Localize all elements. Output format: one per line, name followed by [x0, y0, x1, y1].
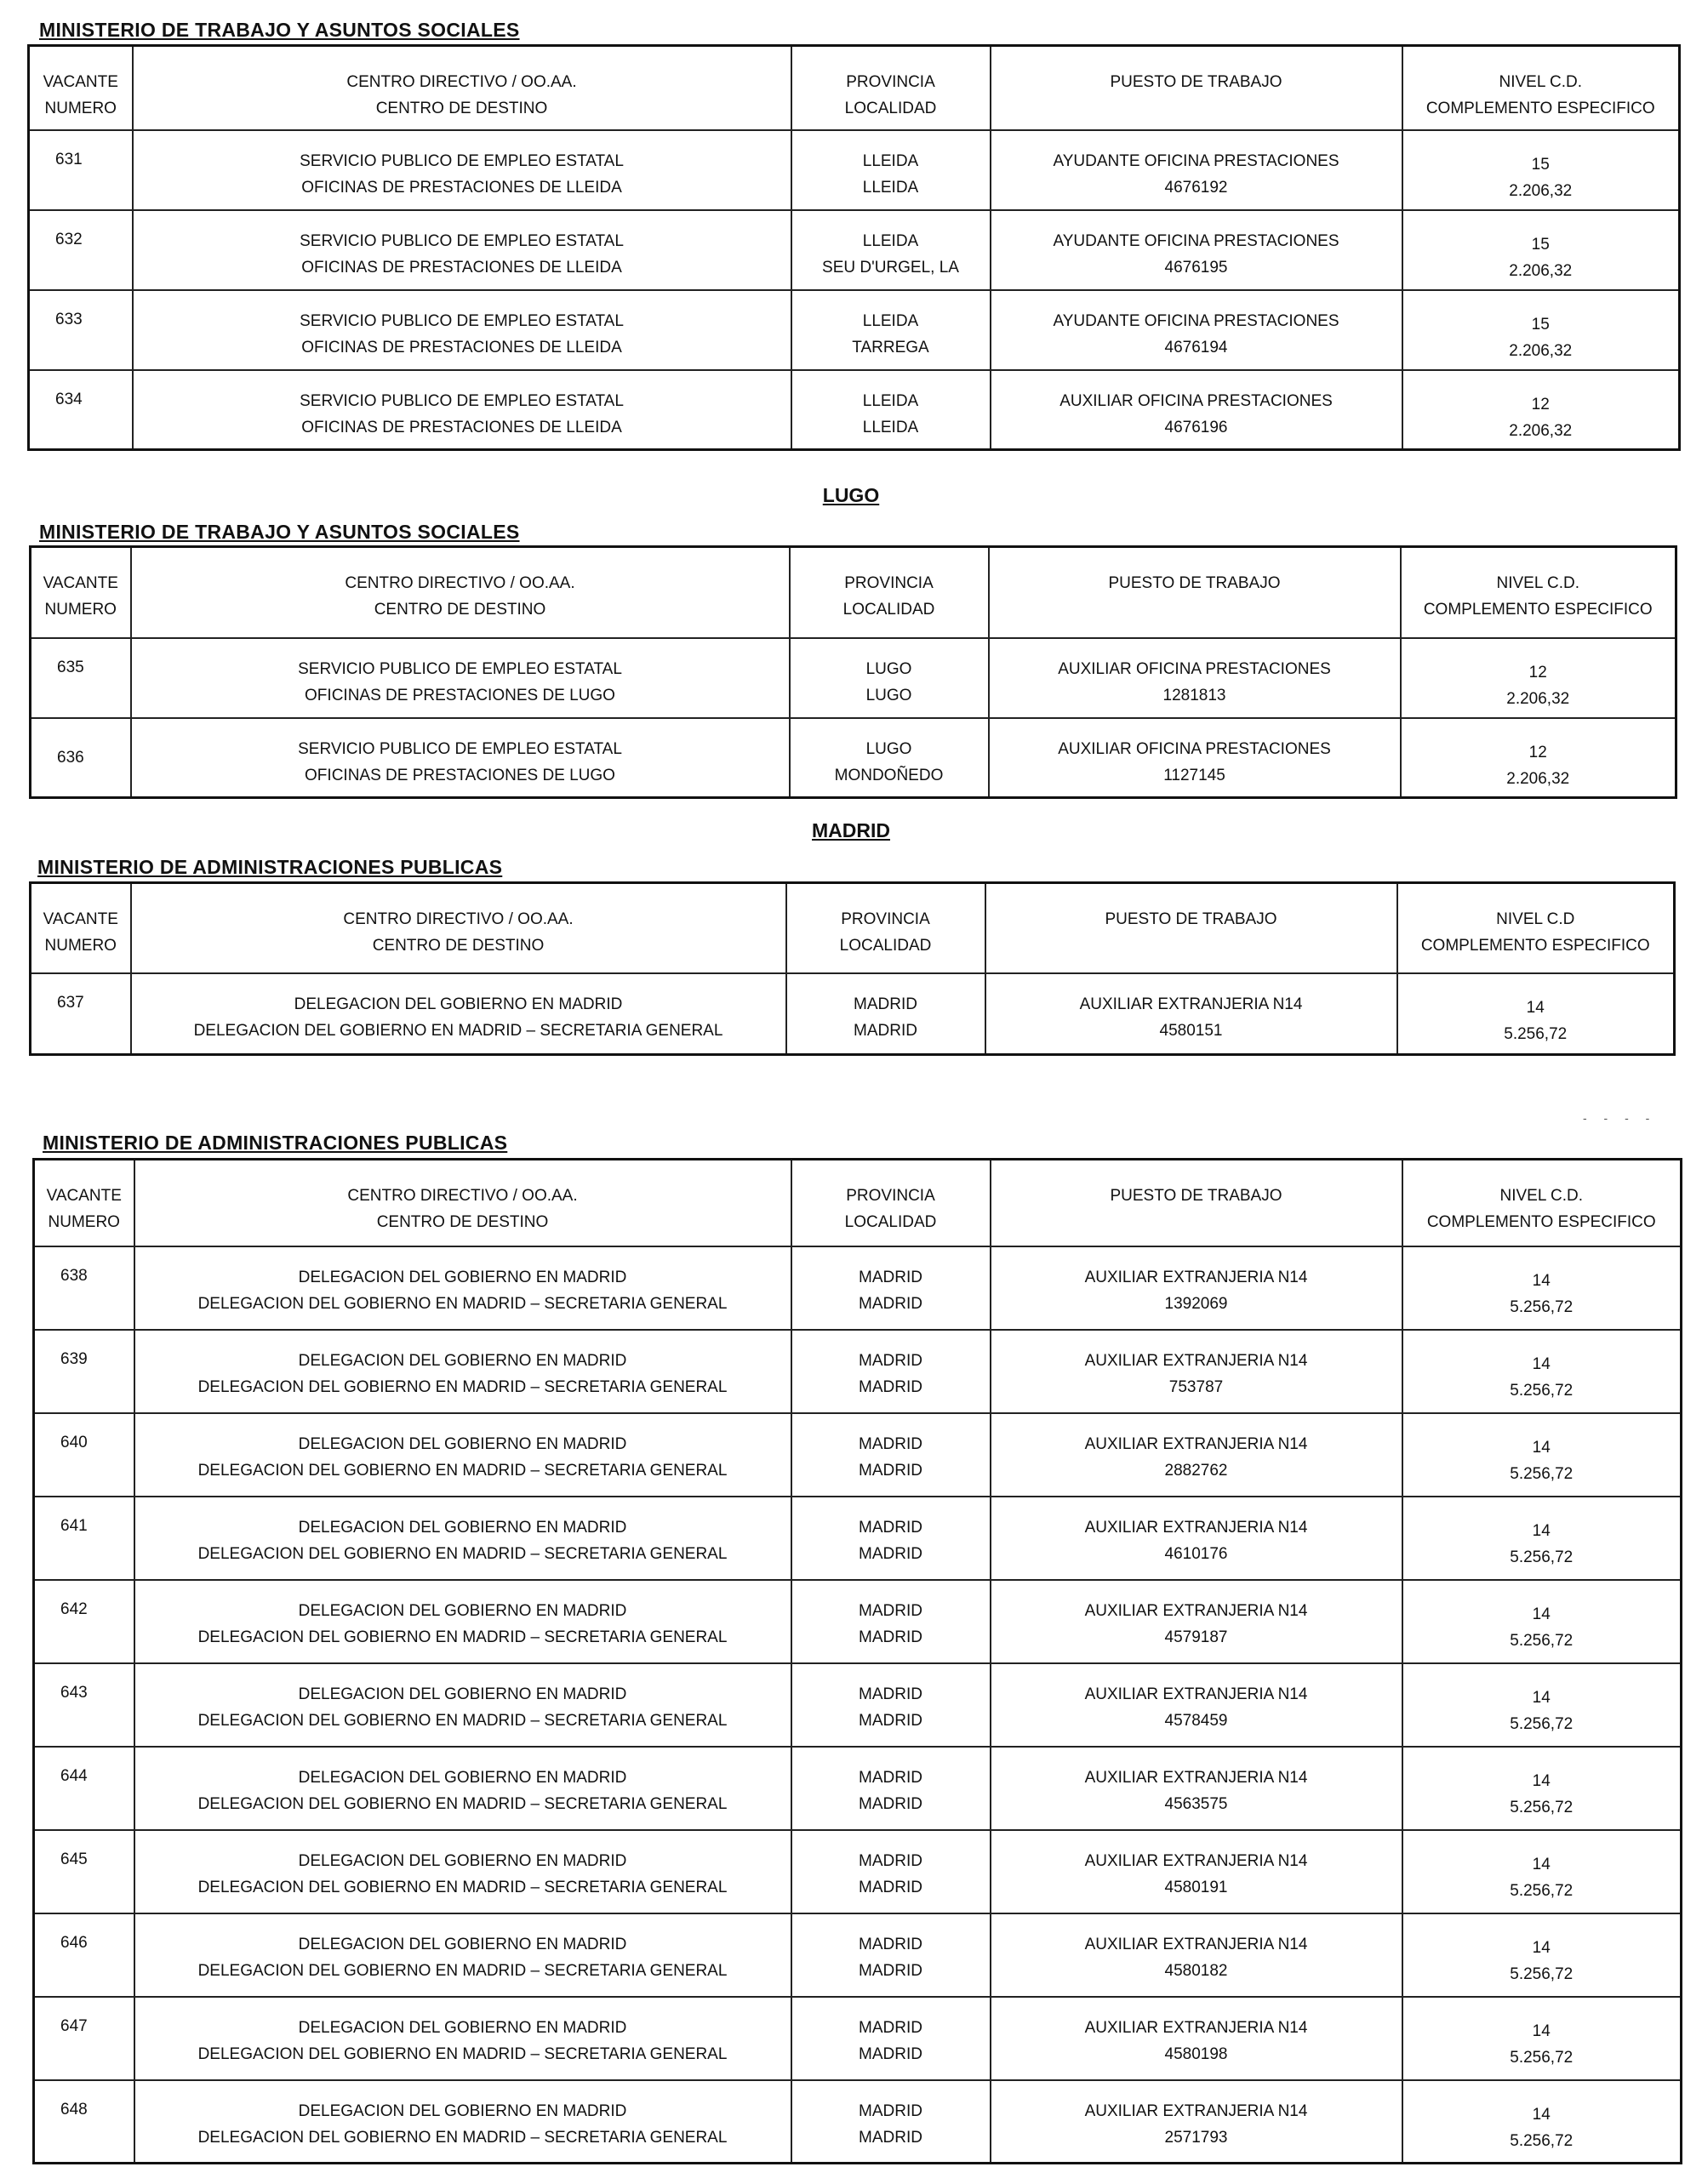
- centro-destino: DELEGACION DEL GOBIERNO EN MADRID – SECRETARIA GENERAL: [197, 1794, 728, 1813]
- table-row: [31, 638, 1676, 718]
- localidad: MADRID: [859, 2044, 922, 2063]
- table-row: [34, 1246, 1682, 1330]
- centro-directivo: SERVICIO PUBLICO DE EMPLEO ESTATAL: [300, 231, 624, 250]
- ministry-title: MINISTERIO DE ADMINISTRACIONES PUBLICAS: [43, 1132, 508, 1154]
- centro-destino: OFICINAS DE PRESTACIONES DE LLEIDA: [301, 338, 622, 356]
- complemento: 5.256,72: [1510, 2048, 1573, 2067]
- puesto: AUXILIAR EXTRANJERIA N14: [1084, 1268, 1308, 1286]
- complemento: 5.256,72: [1510, 1881, 1573, 1900]
- centro-directivo: DELEGACION DEL GOBIERNO EN MADRID: [298, 1268, 627, 1286]
- localidad: MADRID: [859, 1794, 922, 1813]
- header-centro-destino: CENTRO DE DESTINO: [372, 937, 545, 955]
- table-row: [34, 1497, 1682, 1580]
- provincia: LUGO: [865, 659, 912, 678]
- complemento: 2.206,32: [1509, 421, 1573, 440]
- vacancy-number: 643: [60, 1683, 88, 1702]
- complemento: 5.256,72: [1510, 1964, 1573, 1983]
- puesto-code: 4563575: [1164, 1794, 1228, 1813]
- header-centro-directivo: CENTRO DIRECTIVO / OO.AA.: [346, 73, 577, 91]
- header-numero: NUMERO: [44, 601, 117, 619]
- centro-destino: DELEGACION DEL GOBIERNO EN MADRID – SECRETARIA GENERAL: [197, 1711, 728, 1730]
- puesto-code: 4580198: [1164, 2044, 1228, 2063]
- provincia: MADRID: [859, 1434, 922, 1453]
- table-header-row: [29, 46, 1680, 130]
- provincia: MADRID: [859, 1601, 922, 1620]
- header-nivel: NIVEL C.D.: [1499, 1187, 1583, 1205]
- header-centro-destino: CENTRO DE DESTINO: [376, 1213, 549, 1231]
- nivel: 14: [1532, 2021, 1551, 2040]
- table-row: [34, 1663, 1682, 1747]
- nivel: 14: [1532, 1855, 1551, 1873]
- header-centro-directivo: CENTRO DIRECTIVO / OO.AA.: [347, 1187, 578, 1205]
- puesto-code: 1127145: [1163, 766, 1225, 784]
- localidad: MADRID: [859, 1544, 922, 1563]
- centro-destino: DELEGACION DEL GOBIERNO EN MADRID – SECRETARIA GENERAL: [193, 1021, 723, 1040]
- localidad: MADRID: [859, 1878, 922, 1896]
- centro-directivo: DELEGACION DEL GOBIERNO EN MADRID: [298, 1518, 627, 1537]
- table-header-row: [34, 1160, 1682, 1246]
- table-row: [31, 973, 1675, 1055]
- header-nivel: NIVEL C.D: [1496, 910, 1575, 928]
- header-localidad: LOCALIDAD: [844, 100, 937, 117]
- header-centro-destino: CENTRO DE DESTINO: [375, 100, 548, 117]
- centro-directivo: DELEGACION DEL GOBIERNO EN MADRID: [298, 1601, 627, 1620]
- vacancy-number: 641: [60, 1516, 88, 1535]
- nivel: 15: [1531, 155, 1550, 174]
- table-row: [34, 1580, 1682, 1663]
- localidad: MADRID: [859, 1628, 922, 1646]
- puesto: AUXILIAR OFICINA PRESTACIONES: [1059, 391, 1333, 410]
- centro-destino: OFICINAS DE PRESTACIONES DE LLEIDA: [301, 258, 622, 277]
- ministry-title: MINISTERIO DE TRABAJO Y ASUNTOS SOCIALES: [39, 19, 520, 41]
- puesto-code: 4676195: [1164, 258, 1228, 277]
- vacancy-number: 636: [57, 748, 84, 767]
- header-numero: NUMERO: [44, 100, 117, 117]
- localidad: SEU D'URGEL, LA: [822, 258, 959, 277]
- region-heading-lugo: LUGO: [822, 484, 880, 506]
- vacancy-number: 644: [60, 1766, 88, 1785]
- puesto-code: 2571793: [1164, 2128, 1228, 2147]
- nivel: 15: [1531, 315, 1550, 334]
- header-vacante: VACANTE: [46, 1187, 122, 1205]
- puesto-code: 1281813: [1162, 686, 1226, 704]
- header-puesto: PUESTO DE TRABAJO: [1108, 574, 1281, 592]
- vacancy-number: 638: [60, 1266, 88, 1285]
- puesto-code: 4610176: [1164, 1544, 1228, 1563]
- centro-directivo: SERVICIO PUBLICO DE EMPLEO ESTATAL: [298, 739, 622, 758]
- centro-directivo: DELEGACION DEL GOBIERNO EN MADRID: [298, 1851, 627, 1870]
- header-complemento: COMPLEMENTO ESPECIFICO: [1420, 937, 1650, 955]
- puesto: AUXILIAR EXTRANJERIA N14: [1084, 2101, 1308, 2120]
- nivel: 14: [1532, 1354, 1551, 1373]
- header-centro-directivo: CENTRO DIRECTIVO / OO.AA.: [345, 574, 575, 592]
- table-row: [29, 290, 1680, 370]
- localidad: LLEIDA: [862, 178, 919, 197]
- centro-destino: OFICINAS DE PRESTACIONES DE LLEIDA: [301, 418, 622, 436]
- header-vacante: VACANTE: [43, 73, 118, 91]
- puesto-code: 4676196: [1164, 418, 1228, 436]
- centro-directivo: DELEGACION DEL GOBIERNO EN MADRID: [298, 2018, 627, 2037]
- puesto: AUXILIAR EXTRANJERIA N14: [1084, 1768, 1308, 1787]
- header-puesto: PUESTO DE TRABAJO: [1110, 1187, 1282, 1205]
- centro-directivo: SERVICIO PUBLICO DE EMPLEO ESTATAL: [300, 311, 624, 330]
- vacancy-number: 648: [60, 2100, 88, 2118]
- vacancy-number: 647: [60, 2016, 88, 2035]
- centro-directivo: DELEGACION DEL GOBIERNO EN MADRID: [294, 995, 623, 1013]
- vacancy-number: 637: [57, 993, 84, 1012]
- puesto: AUXILIAR EXTRANJERIA N14: [1084, 1851, 1308, 1870]
- centro-directivo: SERVICIO PUBLICO DE EMPLEO ESTATAL: [300, 151, 624, 170]
- puesto-code: 4580191: [1164, 1878, 1228, 1896]
- header-vacante: VACANTE: [43, 910, 118, 928]
- provincia: LUGO: [865, 739, 912, 758]
- localidad: MADRID: [854, 1021, 917, 1040]
- centro-destino: DELEGACION DEL GOBIERNO EN MADRID – SECRETARIA GENERAL: [197, 1461, 728, 1480]
- puesto: AUXILIAR EXTRANJERIA N14: [1084, 1434, 1308, 1453]
- provincia: LLEIDA: [862, 311, 919, 330]
- nivel: 14: [1532, 1688, 1551, 1707]
- vacancies-table-madrid: [29, 881, 1676, 1056]
- header-nivel: NIVEL C.D.: [1499, 73, 1582, 91]
- vacancies-table-lleida: [27, 44, 1681, 451]
- provincia: MADRID: [854, 995, 917, 1013]
- provincia: MADRID: [859, 2101, 922, 2120]
- puesto: AUXILIAR OFICINA PRESTACIONES: [1058, 739, 1331, 758]
- table-row: [34, 1413, 1682, 1497]
- vacancies-table-madrid-continued: [32, 1158, 1682, 2164]
- puesto-code: 4580182: [1164, 1961, 1228, 1980]
- header-puesto: PUESTO DE TRABAJO: [1110, 73, 1282, 91]
- header-nivel: NIVEL C.D.: [1496, 574, 1579, 592]
- header-provincia: PROVINCIA: [844, 574, 934, 592]
- puesto-code: 753787: [1168, 1377, 1224, 1396]
- header-provincia: PROVINCIA: [841, 910, 930, 928]
- centro-destino: DELEGACION DEL GOBIERNO EN MADRID – SECRETARIA GENERAL: [197, 2044, 728, 2063]
- centro-directivo: DELEGACION DEL GOBIERNO EN MADRID: [298, 1351, 627, 1370]
- centro-directivo: SERVICIO PUBLICO DE EMPLEO ESTATAL: [300, 391, 624, 410]
- provincia: LLEIDA: [862, 151, 919, 170]
- nivel: 14: [1532, 1938, 1551, 1957]
- nivel: 15: [1531, 235, 1550, 254]
- provincia: MADRID: [859, 1851, 922, 1870]
- ministry-title: MINISTERIO DE TRABAJO Y ASUNTOS SOCIALES: [39, 521, 520, 543]
- centro-destino: DELEGACION DEL GOBIERNO EN MADRID – SECRETARIA GENERAL: [197, 2128, 728, 2147]
- puesto-code: 4580151: [1159, 1021, 1223, 1040]
- header-puesto: PUESTO DE TRABAJO: [1105, 910, 1277, 928]
- puesto: AYUDANTE OFICINA PRESTACIONES: [1053, 151, 1339, 170]
- provincia: MADRID: [859, 1351, 922, 1370]
- provincia: LLEIDA: [862, 231, 919, 250]
- centro-directivo: DELEGACION DEL GOBIERNO EN MADRID: [298, 1685, 627, 1703]
- table-row: [34, 1997, 1682, 2080]
- header-complemento: COMPLEMENTO ESPECIFICO: [1426, 1213, 1656, 1231]
- complemento: 5.256,72: [1510, 1464, 1573, 1483]
- centro-directivo: SERVICIO PUBLICO DE EMPLEO ESTATAL: [298, 659, 622, 678]
- localidad: MADRID: [859, 1294, 922, 1313]
- header-complemento: COMPLEMENTO ESPECIFICO: [1425, 100, 1655, 117]
- centro-directivo: DELEGACION DEL GOBIERNO EN MADRID: [298, 1768, 627, 1787]
- centro-destino: DELEGACION DEL GOBIERNO EN MADRID – SECRETARIA GENERAL: [197, 1961, 728, 1980]
- provincia: MADRID: [859, 2018, 922, 2037]
- table-row: [29, 130, 1680, 210]
- puesto: AUXILIAR EXTRANJERIA N14: [1084, 2018, 1308, 2037]
- header-provincia: PROVINCIA: [846, 1187, 935, 1205]
- complemento: 2.206,32: [1509, 341, 1573, 360]
- table-row: [34, 1747, 1682, 1830]
- region-heading-madrid: MADRID: [812, 819, 890, 841]
- header-localidad: LOCALIDAD: [842, 601, 935, 619]
- puesto: AUXILIAR EXTRANJERIA N14: [1084, 1351, 1308, 1370]
- localidad: MADRID: [859, 1377, 922, 1396]
- centro-directivo: DELEGACION DEL GOBIERNO EN MADRID: [298, 2101, 627, 2120]
- centro-directivo: DELEGACION DEL GOBIERNO EN MADRID: [298, 1434, 627, 1453]
- centro-destino: OFICINAS DE PRESTACIONES DE LUGO: [305, 766, 615, 784]
- centro-directivo: DELEGACION DEL GOBIERNO EN MADRID: [298, 1935, 627, 1953]
- puesto: AUXILIAR EXTRANJERIA N14: [1084, 1601, 1308, 1620]
- table-row: [29, 370, 1680, 450]
- nivel: 14: [1532, 1271, 1551, 1290]
- provincia: MADRID: [859, 1268, 922, 1286]
- nivel: 14: [1532, 2105, 1551, 2124]
- complemento: 5.256,72: [1504, 1024, 1568, 1043]
- complemento: 2.206,32: [1509, 261, 1573, 280]
- puesto: AUXILIAR EXTRANJERIA N14: [1079, 995, 1303, 1013]
- table-row: [34, 1830, 1682, 1913]
- header-localidad: LOCALIDAD: [839, 937, 932, 955]
- provincia: MADRID: [859, 1685, 922, 1703]
- localidad: MADRID: [859, 1711, 922, 1730]
- vacancy-number: 631: [55, 150, 83, 168]
- vacancy-number: 632: [55, 230, 83, 248]
- complemento: 2.206,32: [1506, 689, 1570, 708]
- puesto: AUXILIAR OFICINA PRESTACIONES: [1058, 659, 1331, 678]
- puesto: AYUDANTE OFICINA PRESTACIONES: [1053, 231, 1339, 250]
- centro-destino: DELEGACION DEL GOBIERNO EN MADRID – SECRETARIA GENERAL: [197, 1294, 728, 1313]
- puesto-code: 1392069: [1164, 1294, 1228, 1313]
- localidad: MADRID: [859, 2128, 922, 2147]
- scan-artifact-dots: - - - -: [1583, 1111, 1657, 1125]
- puesto-code: 4579187: [1164, 1628, 1228, 1646]
- header-vacante: VACANTE: [43, 574, 118, 592]
- provincia: LLEIDA: [862, 391, 919, 410]
- provincia: MADRID: [859, 1935, 922, 1953]
- localidad: MADRID: [859, 1461, 922, 1480]
- header-localidad: LOCALIDAD: [844, 1213, 937, 1231]
- localidad: TARREGA: [852, 338, 929, 356]
- vacancy-number: 639: [60, 1349, 88, 1368]
- puesto-code: 4676194: [1164, 338, 1228, 356]
- table-row: [31, 718, 1676, 798]
- complemento: 2.206,32: [1506, 769, 1570, 788]
- table-row: [34, 2080, 1682, 2164]
- puesto: AUXILIAR EXTRANJERIA N14: [1084, 1685, 1308, 1703]
- complemento: 5.256,72: [1510, 2131, 1573, 2150]
- table-row: [34, 1330, 1682, 1413]
- header-numero: NUMERO: [48, 1213, 120, 1231]
- centro-destino: DELEGACION DEL GOBIERNO EN MADRID – SECRETARIA GENERAL: [197, 1377, 728, 1396]
- localidad: MONDOÑEDO: [834, 766, 944, 784]
- nivel: 12: [1531, 395, 1550, 413]
- nivel: 12: [1528, 663, 1547, 681]
- puesto: AYUDANTE OFICINA PRESTACIONES: [1053, 311, 1339, 330]
- complemento: 5.256,72: [1510, 1631, 1573, 1650]
- ministry-title: MINISTERIO DE ADMINISTRACIONES PUBLICAS: [37, 856, 503, 878]
- nivel: 14: [1532, 1771, 1551, 1790]
- table-header-row: [31, 883, 1675, 973]
- nivel: 12: [1528, 743, 1547, 761]
- provincia: MADRID: [859, 1768, 922, 1787]
- nivel: 14: [1526, 998, 1545, 1017]
- puesto-code: 4676192: [1164, 178, 1228, 197]
- puesto: AUXILIAR EXTRANJERIA N14: [1084, 1518, 1308, 1537]
- provincia: MADRID: [859, 1518, 922, 1537]
- puesto-code: 2882762: [1164, 1461, 1228, 1480]
- centro-destino: OFICINAS DE PRESTACIONES DE LLEIDA: [301, 178, 622, 197]
- header-complemento: COMPLEMENTO ESPECIFICO: [1423, 601, 1653, 619]
- vacancy-number: 635: [57, 658, 84, 676]
- complemento: 5.256,72: [1510, 1548, 1573, 1566]
- header-provincia: PROVINCIA: [846, 73, 935, 91]
- table-header-row: [31, 547, 1676, 638]
- complemento: 2.206,32: [1509, 181, 1573, 200]
- localidad: MADRID: [859, 1961, 922, 1980]
- header-centro-directivo: CENTRO DIRECTIVO / OO.AA.: [343, 910, 574, 928]
- complemento: 5.256,72: [1510, 1798, 1573, 1816]
- complemento: 5.256,72: [1510, 1297, 1573, 1316]
- vacancy-number: 646: [60, 1933, 88, 1952]
- puesto-code: 4578459: [1164, 1711, 1228, 1730]
- header-numero: NUMERO: [44, 937, 117, 955]
- nivel: 14: [1532, 1438, 1551, 1457]
- nivel: 14: [1532, 1605, 1551, 1623]
- centro-destino: OFICINAS DE PRESTACIONES DE LUGO: [305, 686, 615, 704]
- puesto: AUXILIAR EXTRANJERIA N14: [1084, 1935, 1308, 1953]
- localidad: LLEIDA: [862, 418, 919, 436]
- nivel: 14: [1532, 1521, 1551, 1540]
- complemento: 5.256,72: [1510, 1714, 1573, 1733]
- complemento: 5.256,72: [1510, 1381, 1573, 1400]
- vacancy-number: 640: [60, 1433, 88, 1451]
- centro-destino: DELEGACION DEL GOBIERNO EN MADRID – SECRETARIA GENERAL: [197, 1544, 728, 1563]
- table-row: [34, 1913, 1682, 1997]
- vacancy-number: 634: [55, 390, 83, 408]
- centro-destino: DELEGACION DEL GOBIERNO EN MADRID – SECRETARIA GENERAL: [197, 1878, 728, 1896]
- vacancies-table-lugo: [29, 545, 1677, 799]
- vacancy-number: 633: [55, 310, 83, 328]
- vacancy-number: 642: [60, 1600, 88, 1618]
- header-centro-destino: CENTRO DE DESTINO: [374, 601, 546, 619]
- table-row: [29, 210, 1680, 290]
- localidad: LUGO: [865, 686, 912, 704]
- vacancy-number: 645: [60, 1850, 88, 1868]
- centro-destino: DELEGACION DEL GOBIERNO EN MADRID – SECRETARIA GENERAL: [197, 1628, 728, 1646]
